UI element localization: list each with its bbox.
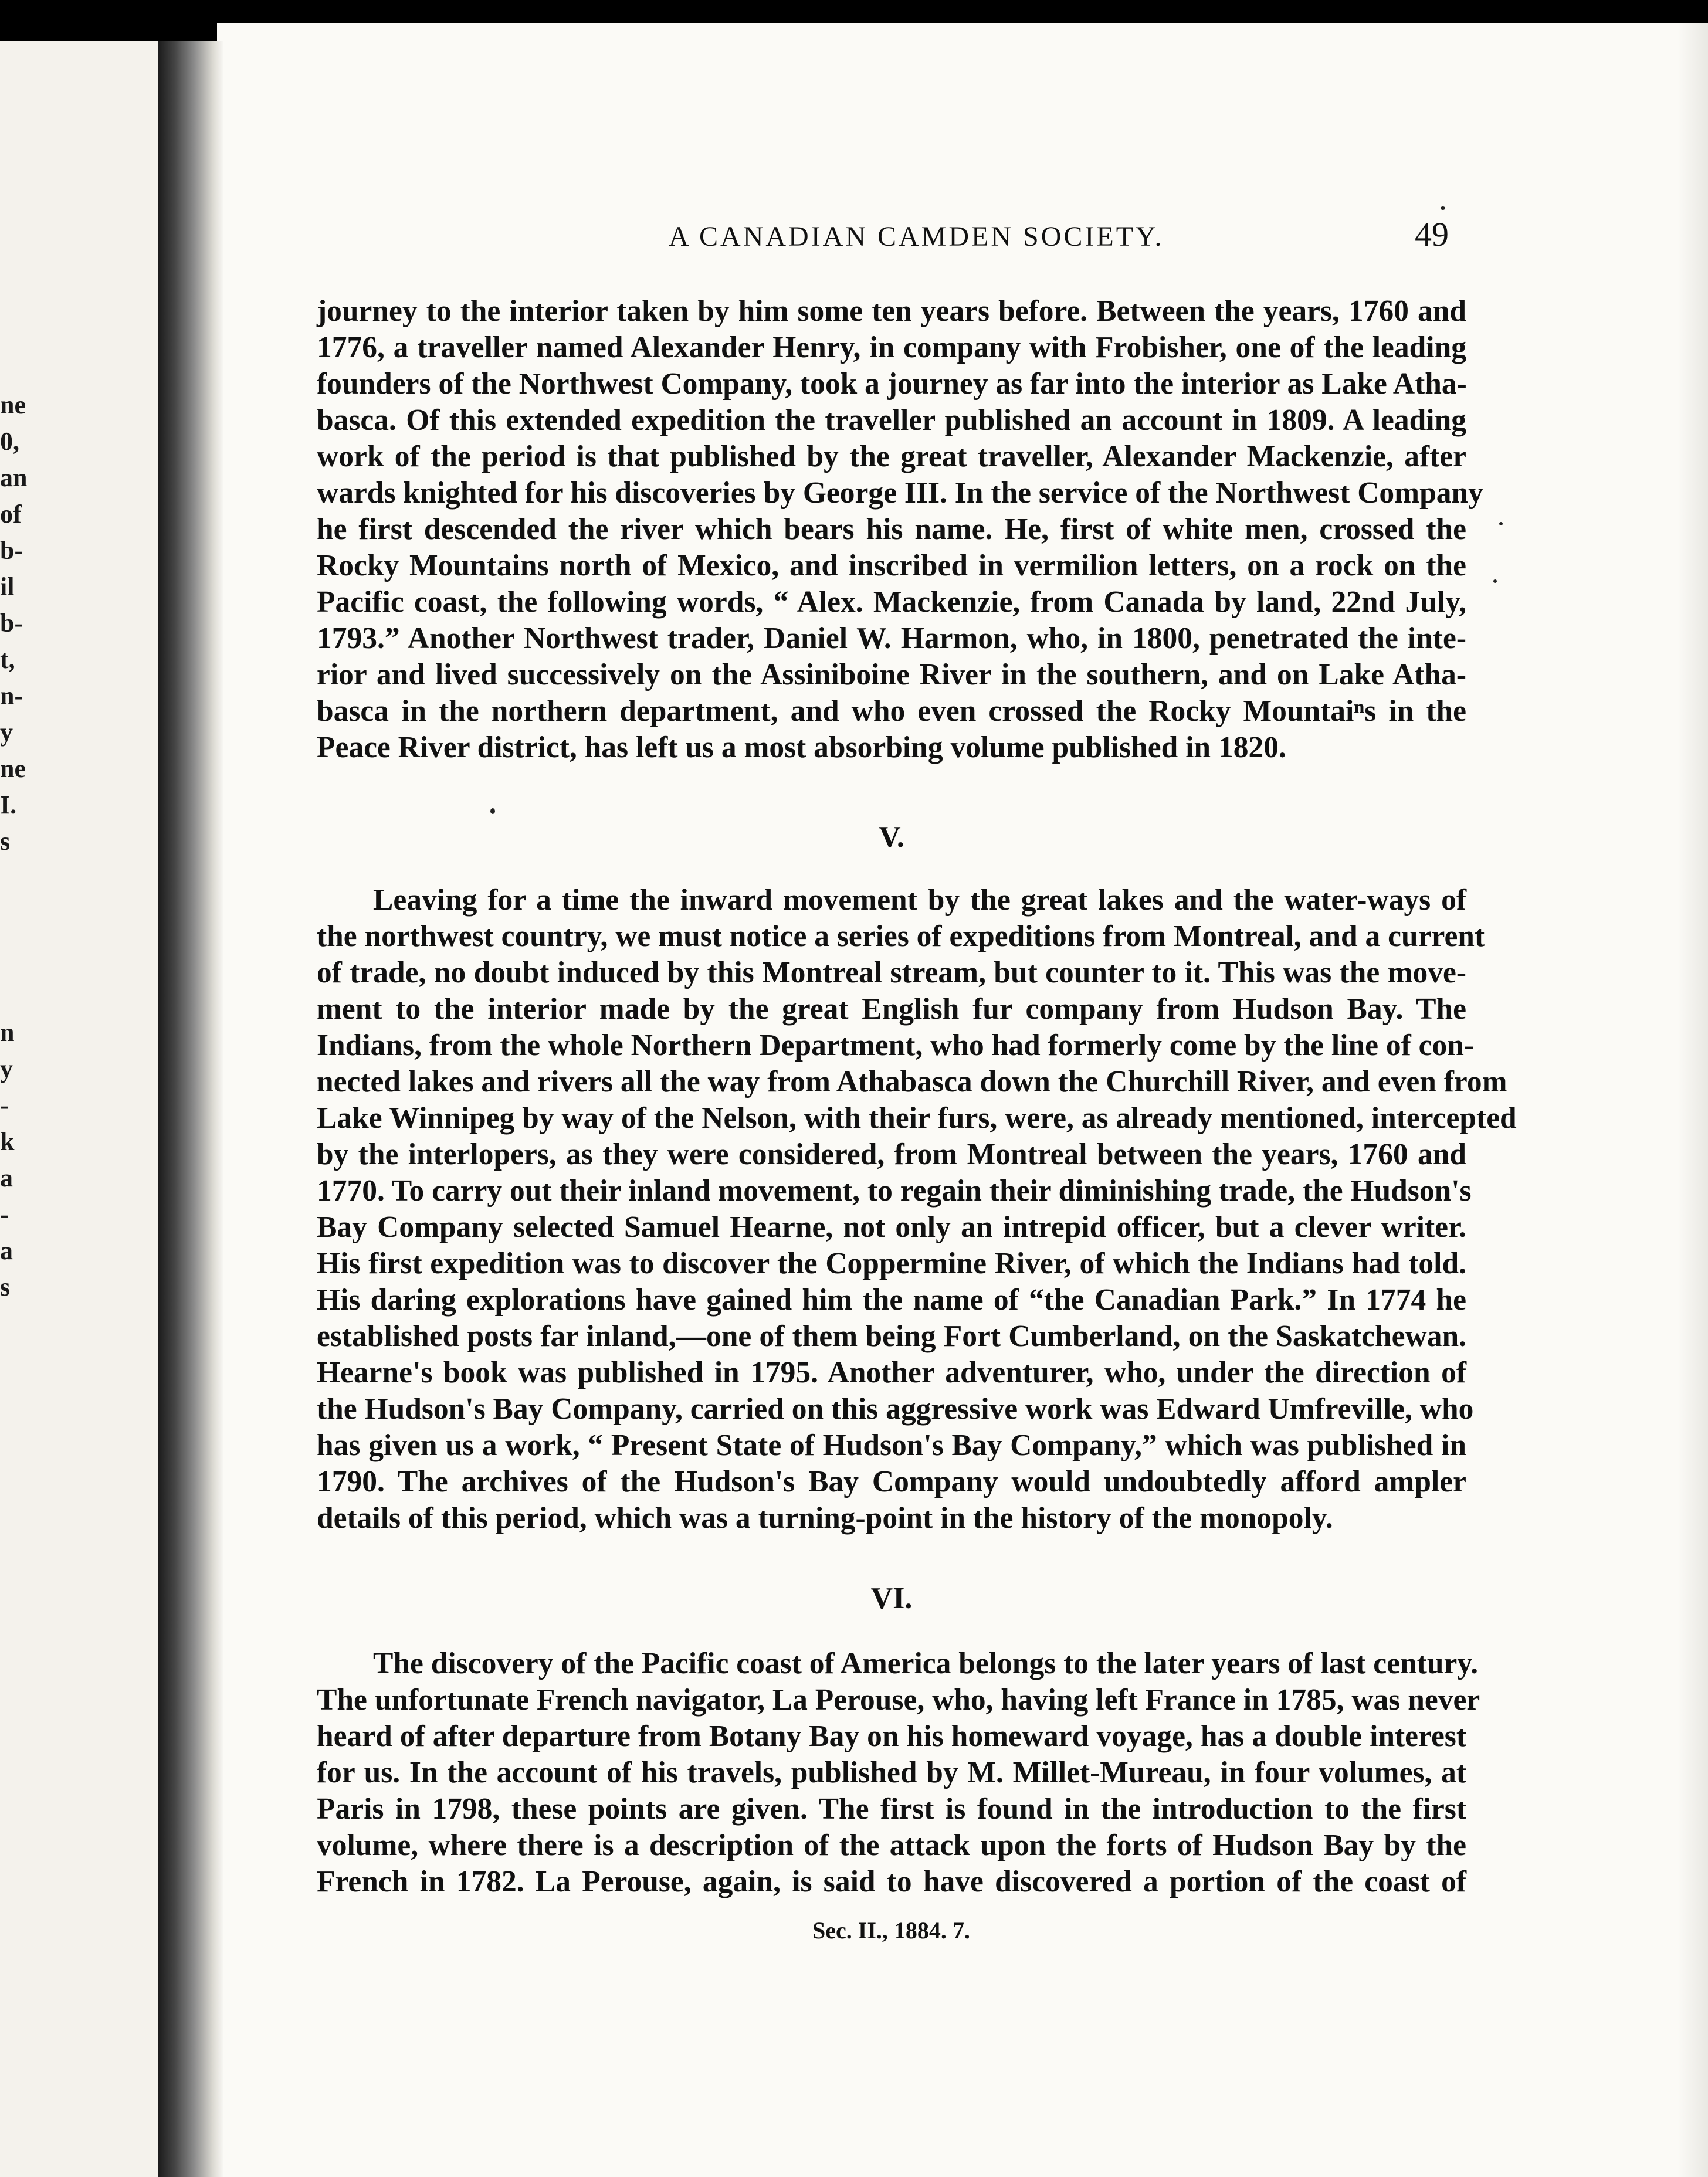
- ink-speck: [1493, 579, 1497, 583]
- section-v-body: [317, 882, 1517, 1537]
- text-line: founders of the Northwest Company, took a journey as far into the interior as Lake Atha-: [317, 367, 1467, 401]
- text-line: Paris in 1798, these points are given. The first is found in the introduction to the first: [317, 1792, 1466, 1826]
- text-line: has given us a work, “ Present State of Hudson's Bay Company,” which was published in: [317, 1429, 1466, 1462]
- text-line: by the interlopers, as they were considered, from Montreal between the years, 1760 and: [317, 1138, 1466, 1171]
- text-line: basca in the northern department, and who even crossed the Rocky Mountaiⁿs in the: [317, 694, 1466, 728]
- fragment: ne: [0, 391, 26, 419]
- text-line: French in 1782. La Perouse, again, is said to have discovered a portion of the coast of: [317, 1865, 1466, 1898]
- fragment: il: [0, 572, 15, 601]
- fragment: s: [0, 827, 11, 856]
- text-line: details of this period, which was a turning-point in the history of the monopoly.: [317, 1501, 1333, 1535]
- text-line: The unfortunate French navigator, La Perouse, who, having left France in 1785, was never: [317, 1683, 1480, 1717]
- section-heading-vi: VI.: [870, 1582, 913, 1615]
- text-line: volume, where there is a description of the attack upon the forts of Hudson Bay by the: [317, 1829, 1466, 1862]
- text-line: rior and lived successively on the Assiniboine River in the southern, and on Lake Atha-: [317, 658, 1466, 691]
- text-line: heard of after departure from Botany Bay on his homeward voyage, has a double interest: [317, 1720, 1466, 1753]
- binding-gutter: [158, 41, 223, 2177]
- fragment: an: [0, 463, 28, 492]
- text-line: nected lakes and rivers all the way from Athabasca down the Churchill River, and even from: [317, 1065, 1507, 1098]
- facing-page-lower-fragments: [0, 1015, 18, 1305]
- text-line: the northwest country, we must notice a series of expeditions from Montreal, and a current: [317, 920, 1485, 953]
- text-line: Pacific coast, the following words, “ Alex. Mackenzie, from Canada by land, 22nd July,: [317, 585, 1466, 619]
- fragment: of: [0, 500, 22, 528]
- text-line: wards knighted for his discoveries by George III. In the service of the Northwest Company: [317, 476, 1483, 510]
- facing-page-edge: [0, 41, 164, 2177]
- fragment: ne: [0, 754, 26, 783]
- section-heading-v: V.: [879, 820, 904, 854]
- text-line: ment to the interior made by the great English fur company from Hudson Bay. The: [317, 992, 1466, 1026]
- text-line: Bay Company selected Samuel Hearne, not only an intrepid officer, but a clever writer.: [317, 1210, 1466, 1244]
- page-edge-shadow: [1678, 23, 1708, 2177]
- text-line: Peace River district, has left us a most absorbing volume published in 1820.: [317, 731, 1286, 764]
- text-line: His first expedition was to discover the Coppermine River, of which the Indians had told.: [317, 1247, 1466, 1280]
- fragment: n: [0, 1018, 15, 1047]
- signature-footer: Sec. II., 1884. 7.: [812, 1917, 970, 1944]
- text-line: 1770. To carry out their inland movement, to regain their diminishing trade, the Hudson's: [317, 1174, 1472, 1208]
- fragment: s: [0, 1273, 11, 1301]
- fragment: t,: [0, 645, 15, 674]
- text-line: journey to the interior taken by him some ten years before. Between the years, 1760 and: [317, 294, 1466, 328]
- text-line: established posts far inland,—one of them being Fort Cumberland, on the Saskatchewan.: [317, 1320, 1466, 1353]
- text-line: work of the period is that published by the great traveller, Alexander Mackenzie, after: [317, 440, 1466, 473]
- text-line: His daring explorations have gained him the name of “the Canadian Park.” In 1774 he: [317, 1283, 1466, 1317]
- fragment: -: [0, 1091, 9, 1120]
- text-line: The discovery of the Pacific coast of America belongs to the later years of last century.: [373, 1647, 1479, 1680]
- fragment: n-: [0, 681, 23, 710]
- section-iv-continuation: [317, 293, 1483, 766]
- text-line: Hearne's book was published in 1795. Another adventurer, who, under the direction of: [317, 1356, 1466, 1389]
- text-line: of trade, no doubt induced by this Montreal stream, but counter to it. This was the move-: [317, 956, 1466, 989]
- fragment: b-: [0, 536, 23, 565]
- text-line: 1790. The archives of the Hudson's Bay Company would undoubtedly afford ampler: [317, 1465, 1466, 1498]
- ink-speck: [1441, 206, 1445, 210]
- text-line: Lake Winnipeg by way of the Nelson, with their furs, were, as already mentioned, intercepted: [317, 1101, 1517, 1135]
- page-number: 49: [1415, 215, 1449, 253]
- fragment: y: [0, 1054, 13, 1083]
- text-line: 1793.” Another Northwest trader, Daniel W. Harmon, who, in 1800, penetrated the inte-: [317, 622, 1466, 655]
- fragment: a: [0, 1236, 13, 1265]
- fragment: k: [0, 1127, 15, 1156]
- ink-speck: [1499, 522, 1503, 525]
- text-line: Leaving for a time the inward movement by the great lakes and the water-ways of: [373, 883, 1466, 917]
- text-line: he first descended the river which bears his name. He, first of white men, crossed the: [317, 513, 1466, 546]
- fragment: 0,: [0, 427, 19, 456]
- fragment: I.: [0, 791, 17, 819]
- text-line: for us. In the account of his travels, published by M. Millet-Mureau, in four volumes, at: [317, 1756, 1466, 1789]
- running-head: A CANADIAN CAMDEN SOCIETY.: [669, 221, 1164, 252]
- section-vi-body: [317, 1646, 1480, 1900]
- fragment: b-: [0, 609, 23, 637]
- fragment: -: [0, 1200, 9, 1229]
- text-line: Rocky Mountains north of Mexico, and inscribed in vermilion letters, on a rock on the: [317, 549, 1466, 582]
- text-line: Indians, from the whole Northern Department, who had formerly come by the line of con-: [317, 1029, 1475, 1062]
- text-line: 1776, a traveller named Alexander Henry, in company with Frobisher, one of the leading: [317, 331, 1466, 364]
- fragment: y: [0, 718, 13, 747]
- fragment: a: [0, 1164, 13, 1192]
- ink-speck: [490, 808, 495, 814]
- text-line: the Hudson's Bay Company, carried on this aggressive work was Edward Umfreville, who: [317, 1392, 1474, 1426]
- facing-page-upper-fragments: [0, 387, 28, 860]
- text-line: basca. Of this extended expedition the traveller published an account in 1809. A leading: [317, 403, 1466, 437]
